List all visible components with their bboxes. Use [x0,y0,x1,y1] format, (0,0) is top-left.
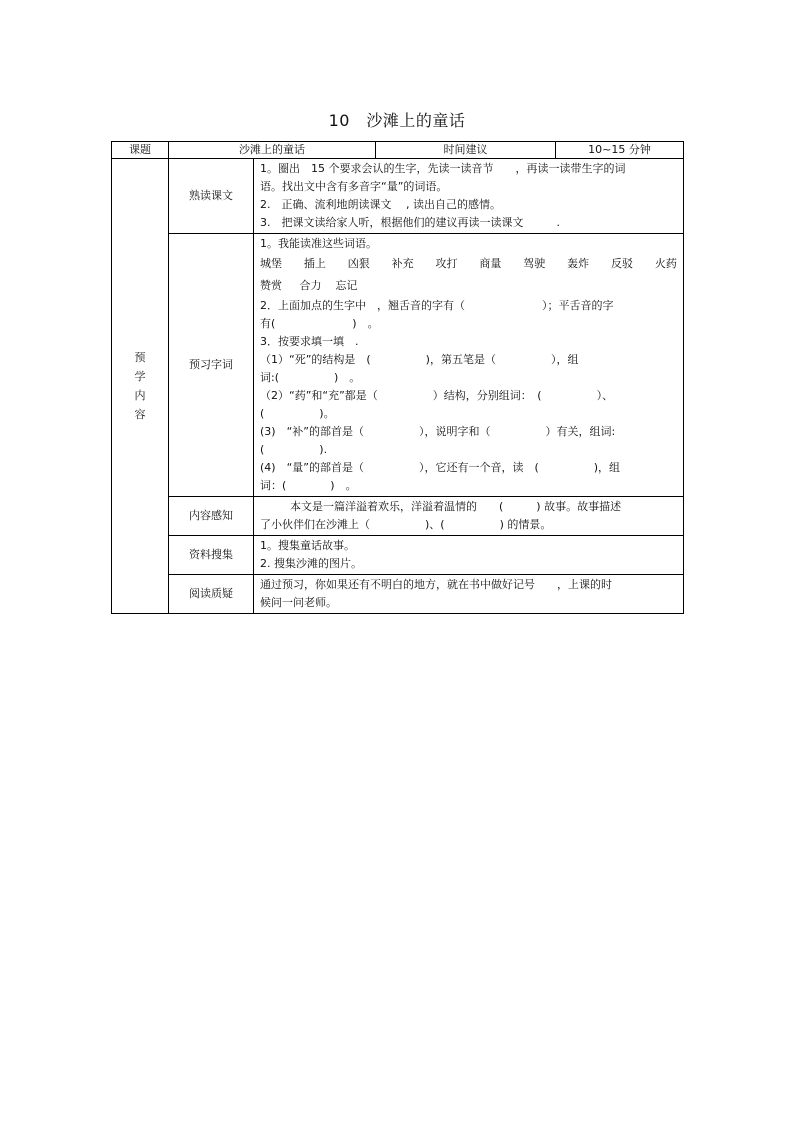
word: 驾驶 [523,257,546,270]
row-shudu [112,159,684,234]
word: 火药 [654,257,677,270]
word: 插上 [303,257,326,270]
header-time-label: 时间建议 [376,142,556,159]
word: 赞赏 [260,279,282,292]
word: 反驳 [611,257,633,270]
word-list-row-1 [260,255,679,273]
word: 攻打 [435,257,458,270]
word: 城堡 [260,257,282,270]
word: 合力 [299,279,322,292]
label-yuedu: 阅读质疑 [169,575,254,614]
row-yuxi [112,234,684,497]
word: 补充 [391,257,414,270]
word-list-row-2 [260,277,679,295]
word: 凶狠 [347,257,370,270]
label-ziliao: 资料搜集 [169,536,254,575]
header-topic-value: 沙滩上的童话 [169,142,376,159]
section-label: 预 学 内 容 [112,159,169,614]
word: 轰炸 [567,257,590,270]
word: 忘记 [335,279,358,292]
row-neirong [112,497,684,536]
content-ziliao: 1。搜集童话故事。 2. 搜集沙滩的图片。 [254,536,684,575]
row-ziliao [112,536,684,575]
row-yuedu [112,575,684,614]
preview-sheet-table [111,141,684,614]
label-yuxi: 预习字词 [169,234,254,497]
label-neirong: 内容感知 [169,497,254,536]
page-title: 10 沙滩上的童话 [328,111,466,130]
word: 商量 [479,257,502,270]
header-topic-label: 课题 [112,142,169,159]
content-shudu: 1。圈出 15 个要求会认的生字，先读一读音节 ，再读一读带生字的词 语。找出文中含有多音字“量”的词语。 2. 正确、流利地朗读课文 , 读出自己的感情。 3. 把课文读给家人听，根据他们的建议再读一读课文 . [254,159,684,234]
header-row [112,142,684,159]
content-yuxi: 1。我能读准这些词语。 城堡 插上 凶狠 补充 攻打 商量 驾驶 轰炸 反驳 火药 赞赏 合力 忘记 2．上面加点的生字中 ，翘舌音的字有（ ）；平舌音的字 有( ) 。 3．按要求填一填 . （1）“死”的结构是 ( )，第五笔是（ ），组 词:( ) 。 （2）“药”和“充”都是（ ）结构，分别组词： ( ）、 ( )。 (3) “补”的部首是（ ），说明字和（ ）有关，组词: ( ). (4) “量”的部首是（ ），它还有一个音，读 ( )，组 词：( ) 。 [254,234,684,497]
content-neirong: 本文是一篇洋溢着欢乐，洋溢着温情的 ( ) 故事。故事描述 了小伙伴们在沙滩上（ )、( ) 的情景。 [254,497,684,536]
header-time-value: 10~15 分钟 [556,142,684,159]
label-shudu: 熟读课文 [169,159,254,234]
content-yuedu: 通过预习，你如果还有不明白的地方，就在书中做好记号 ，上课的时 候问一问老师。 [254,575,684,614]
